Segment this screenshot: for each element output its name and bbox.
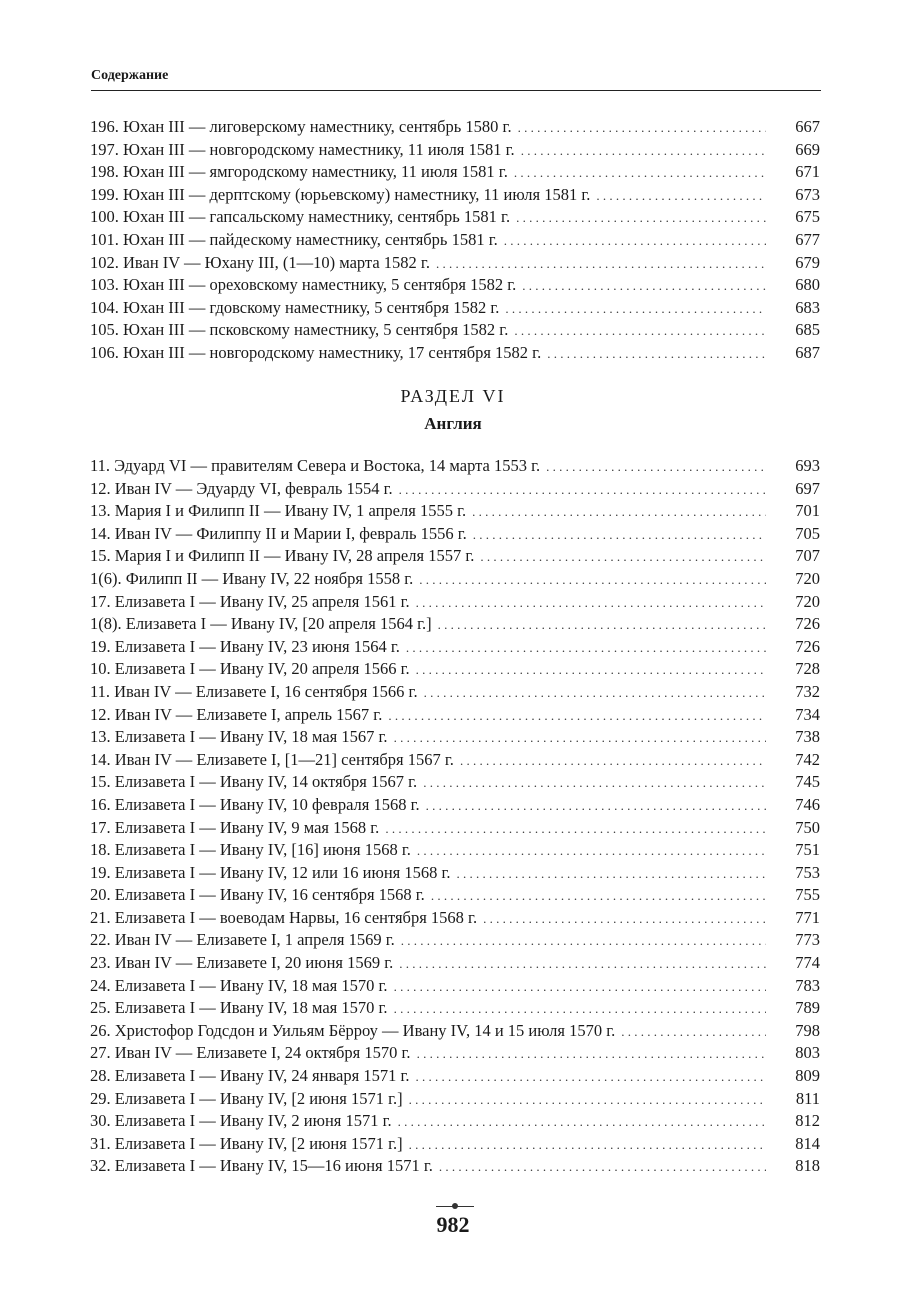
dot-leader bbox=[385, 818, 766, 840]
dot-leader bbox=[522, 275, 766, 297]
toc-entry-title: 29. Елизавета I — Ивану IV, [2 июня 1571 г.] bbox=[90, 1088, 403, 1108]
toc-entry-page: 750 bbox=[795, 817, 820, 837]
toc-entry-title: 105. Юхан III — псковскому наместнику, 5 сентября 1582 г. bbox=[90, 320, 509, 340]
toc-entry-page: 679 bbox=[795, 252, 820, 272]
running-head: Содержание bbox=[91, 68, 821, 91]
toc-entry-title: 12. Иван IV — Елизавете I, апрель 1567 г. bbox=[90, 704, 383, 724]
toc-entry bbox=[90, 297, 820, 320]
dot-leader bbox=[547, 343, 766, 365]
toc-entry-page: 728 bbox=[795, 659, 820, 679]
toc-entry bbox=[90, 1088, 820, 1111]
toc-entry-title: 13. Елизавета I — Ивану IV, 18 мая 1567 г. bbox=[90, 727, 388, 747]
dot-leader bbox=[394, 976, 766, 998]
toc-entry-title: 18. Елизавета I — Ивану IV, [16] июня 1568 г. bbox=[90, 840, 411, 860]
toc-entry bbox=[90, 523, 820, 546]
toc-entry-page: 669 bbox=[795, 139, 820, 159]
dot-leader bbox=[409, 1089, 766, 1111]
toc-entry-page: 798 bbox=[795, 1020, 820, 1040]
dot-leader bbox=[394, 727, 766, 749]
toc-entry-page: 818 bbox=[795, 1156, 820, 1176]
dot-leader bbox=[388, 705, 766, 727]
toc-entry-title: 199. Юхан III — дерптскому (юрьевскому) наместнику, 11 июля 1581 г. bbox=[90, 184, 591, 204]
toc-entry-title: 16. Елизавета I — Ивану IV, 10 февраля 1568 г. bbox=[90, 794, 420, 814]
toc-entry-page: 693 bbox=[795, 456, 820, 475]
toc-entry bbox=[90, 568, 820, 591]
toc-entry-page: 755 bbox=[795, 885, 820, 905]
toc-entry-page: 814 bbox=[795, 1133, 820, 1153]
dot-leader bbox=[394, 998, 766, 1020]
toc-entry bbox=[90, 1065, 820, 1088]
dot-leader bbox=[424, 682, 766, 704]
dot-leader bbox=[521, 140, 766, 162]
toc-entry-page: 753 bbox=[795, 862, 820, 882]
toc-entry-page: 680 bbox=[795, 275, 820, 295]
toc-entry-title: 197. Юхан III — новгородскому наместнику, 11 июля 1581 г. bbox=[90, 139, 515, 159]
toc-entry-page: 720 bbox=[795, 591, 820, 611]
toc-entry-title: 26. Христофор Годсдон и Уильям Бёрроу — Ивану IV, 14 и 15 июля 1570 г. bbox=[90, 1020, 616, 1040]
toc-entry bbox=[90, 139, 820, 162]
toc-entry bbox=[90, 229, 820, 252]
toc-entry-title: 21. Елизавета I — воеводам Нарвы, 16 сентября 1568 г. bbox=[90, 907, 478, 927]
dot-leader bbox=[439, 1156, 766, 1178]
dot-leader bbox=[423, 772, 766, 794]
toc-entry-title: 17. Елизавета I — Ивану IV, 9 мая 1568 г. bbox=[90, 817, 380, 837]
toc-entry-title: 100. Юхан III — гапсальскому наместнику, сентябрь 1581 г. bbox=[90, 207, 511, 227]
toc-entry bbox=[90, 704, 820, 727]
toc-entry-page: 687 bbox=[795, 342, 820, 362]
dot-leader bbox=[457, 863, 766, 885]
toc-entry-page: 726 bbox=[795, 614, 820, 634]
dot-leader bbox=[483, 908, 766, 930]
toc-entry bbox=[90, 1133, 820, 1156]
toc-entry bbox=[90, 975, 820, 998]
toc-entry-page: 667 bbox=[795, 117, 820, 136]
toc-entry-title: 20. Елизавета I — Ивану IV, 16 сентября 1568 г. bbox=[90, 885, 425, 905]
toc-entry bbox=[90, 839, 820, 862]
dot-leader bbox=[516, 207, 766, 229]
toc-entry-page: 673 bbox=[795, 184, 820, 204]
toc-entry bbox=[90, 929, 820, 952]
toc-entry-title: 31. Елизавета I — Ивану IV, [2 июня 1571 г.] bbox=[90, 1133, 403, 1153]
toc-entry-page: 812 bbox=[795, 1111, 820, 1131]
toc-entry-page: 671 bbox=[795, 162, 820, 182]
dot-leader bbox=[518, 117, 766, 139]
toc-entry bbox=[90, 884, 820, 907]
toc-entry-title: 10. Елизавета I — Ивану IV, 20 апреля 1566 г. bbox=[90, 659, 410, 679]
toc-entry-title: 22. Иван IV — Елизавете I, 1 апреля 1569 г. bbox=[90, 930, 395, 950]
dot-leader bbox=[438, 614, 766, 636]
dot-leader bbox=[480, 546, 766, 568]
dot-leader bbox=[399, 953, 766, 975]
dot-leader bbox=[409, 1134, 766, 1156]
toc-entry-title: 103. Юхан III — ореховскому наместнику, 5 сентября 1582 г. bbox=[90, 275, 517, 295]
toc-entry-title: 196. Юхан III — лиговерскому наместнику, сентябрь 1580 г. bbox=[90, 117, 512, 136]
dot-leader bbox=[406, 637, 766, 659]
toc-entry bbox=[90, 907, 820, 930]
toc-entry-title: 14. Иван IV — Елизавете I, [1—21] сентября 1567 г. bbox=[90, 749, 454, 769]
dot-leader bbox=[431, 885, 766, 907]
toc-entry-title: 11. Иван IV — Елизавете I, 16 сентября 1566 г. bbox=[90, 681, 418, 701]
toc-entry bbox=[90, 342, 820, 365]
toc-entry-title: 30. Елизавета I — Ивану IV, 2 июня 1571 г. bbox=[90, 1111, 392, 1131]
toc-entry-page: 675 bbox=[795, 207, 820, 227]
toc-entry-page: 751 bbox=[795, 840, 820, 860]
toc-entry bbox=[90, 681, 820, 704]
toc-entry-title: 32. Елизавета I — Ивану IV, 15—16 июня 1571 г. bbox=[90, 1156, 433, 1176]
dot-leader bbox=[398, 1111, 766, 1133]
toc-entry-page: 773 bbox=[795, 930, 820, 950]
toc-entry-title: 17. Елизавета I — Ивану IV, 25 апреля 1561 г. bbox=[90, 591, 410, 611]
page-number: 982 bbox=[436, 1212, 470, 1237]
toc-entry bbox=[90, 116, 820, 139]
toc-entry-page: 705 bbox=[795, 523, 820, 543]
dot-leader bbox=[473, 524, 766, 546]
footer-ornament-icon bbox=[452, 1203, 458, 1209]
toc-entry-title: 28. Елизавета I — Ивану IV, 24 января 1571 г. bbox=[90, 1066, 410, 1086]
toc-entry-page: 720 bbox=[795, 568, 820, 588]
toc-entry-title: 25. Елизавета I — Ивану IV, 18 мая 1570 г. bbox=[90, 998, 388, 1018]
toc-entry-page: 685 bbox=[795, 320, 820, 340]
dot-leader bbox=[416, 659, 766, 681]
toc-entry bbox=[90, 862, 820, 885]
toc-entry-page: 726 bbox=[795, 636, 820, 656]
dot-leader bbox=[415, 1066, 766, 1088]
toc-entry bbox=[90, 252, 820, 275]
dot-leader bbox=[460, 750, 766, 772]
toc-entry bbox=[90, 545, 820, 568]
dot-leader bbox=[505, 298, 766, 320]
toc-entry bbox=[90, 1020, 820, 1043]
toc-entry-title: 1(6). Филипп II — Ивану IV, 22 ноября 1558 г. bbox=[90, 568, 414, 588]
toc-entry bbox=[90, 1155, 820, 1178]
toc-entry-title: 11. Эдуард VI — правителям Севера и Востока, 14 марта 1553 г. bbox=[90, 456, 541, 475]
dot-leader bbox=[514, 320, 766, 342]
dot-leader bbox=[417, 1043, 766, 1065]
toc-entry bbox=[90, 771, 820, 794]
toc-entry-page: 746 bbox=[795, 794, 820, 814]
toc-entry-page: 697 bbox=[795, 478, 820, 498]
toc-entry-page: 742 bbox=[795, 749, 820, 769]
toc-entry-page: 803 bbox=[795, 1043, 820, 1063]
toc-entry bbox=[90, 206, 820, 229]
toc-entry-title: 19. Елизавета I — Ивану IV, 23 июня 1564 г. bbox=[90, 636, 400, 656]
toc-entry-page: 783 bbox=[795, 975, 820, 995]
toc-entry-title: 104. Юхан III — гдовскому наместнику, 5 сентября 1582 г. bbox=[90, 297, 500, 317]
toc-entry bbox=[90, 455, 820, 478]
dot-leader bbox=[436, 253, 766, 275]
toc-entry-title: 198. Юхан III — ямгородскому наместнику, 11 июля 1581 г. bbox=[90, 162, 508, 182]
toc-entry bbox=[90, 794, 820, 817]
toc-entry bbox=[90, 274, 820, 297]
dot-leader bbox=[546, 456, 766, 478]
toc-entry bbox=[90, 749, 820, 772]
toc-entry-page: 745 bbox=[795, 772, 820, 792]
toc-entry-page: 677 bbox=[795, 229, 820, 249]
toc-entry bbox=[90, 319, 820, 342]
dot-leader bbox=[504, 230, 766, 252]
toc-entry-page: 734 bbox=[795, 704, 820, 724]
dot-leader bbox=[416, 592, 766, 614]
toc-entry bbox=[90, 726, 820, 749]
dot-leader bbox=[472, 501, 766, 523]
toc-entry bbox=[90, 658, 820, 681]
toc-entry-title: 15. Елизавета I — Ивану IV, 14 октября 1567 г. bbox=[90, 772, 418, 792]
toc-entry bbox=[90, 1042, 820, 1065]
toc-entry bbox=[90, 478, 820, 501]
dot-leader bbox=[401, 930, 766, 952]
toc-entry-title: 24. Елизавета I — Ивану IV, 18 мая 1570 г. bbox=[90, 975, 388, 995]
section-title: РАЗДЕЛ VI bbox=[400, 386, 506, 406]
toc-entry-title: 1(8). Елизавета I — Ивану IV, [20 апреля 1564 г.] bbox=[90, 614, 432, 634]
toc-entry-page: 683 bbox=[795, 297, 820, 317]
toc-entry bbox=[90, 817, 820, 840]
toc-entry bbox=[90, 591, 820, 614]
dot-leader bbox=[514, 162, 766, 184]
dot-leader bbox=[596, 185, 766, 207]
toc-entry-title: 23. Иван IV — Елизавете I, 20 июня 1569 г. bbox=[90, 953, 394, 973]
toc-entry bbox=[90, 952, 820, 975]
toc-entry bbox=[90, 184, 820, 207]
toc-entry-page: 707 bbox=[795, 546, 820, 566]
toc-entry-page: 732 bbox=[795, 681, 820, 701]
dot-leader bbox=[419, 569, 766, 591]
toc-entry-page: 701 bbox=[795, 501, 820, 521]
dot-leader bbox=[399, 479, 766, 501]
toc-list-before bbox=[90, 116, 820, 365]
toc-entry bbox=[90, 997, 820, 1020]
toc-list-after bbox=[90, 455, 820, 1178]
dot-leader bbox=[621, 1021, 766, 1043]
toc-entry-title: 14. Иван IV — Филиппу II и Марии I, февраль 1556 г. bbox=[90, 523, 467, 543]
dot-leader bbox=[426, 795, 766, 817]
section-subtitle: Англия bbox=[424, 414, 482, 433]
toc-entry-title: 106. Юхан III — новгородскому наместнику, 17 сентября 1582 г. bbox=[90, 342, 542, 362]
toc-entry-page: 738 bbox=[795, 727, 820, 747]
toc-entry-title: 13. Мария I и Филипп II — Ивану IV, 1 апреля 1555 г. bbox=[90, 501, 467, 521]
toc-entry bbox=[90, 1110, 820, 1133]
toc-entry bbox=[90, 500, 820, 523]
dot-leader bbox=[417, 840, 766, 862]
toc-entry-page: 811 bbox=[795, 1088, 820, 1108]
toc-entry-title: 102. Иван IV — Юхану III, (1—10) марта 1582 г. bbox=[90, 252, 430, 272]
toc-entry-page: 809 bbox=[795, 1066, 820, 1086]
toc-entry-title: 27. Иван IV — Елизавете I, 24 октября 1570 г. bbox=[90, 1043, 411, 1063]
toc-entry-title: 101. Юхан III — пайдескому наместнику, сентябрь 1581 г. bbox=[90, 229, 498, 249]
toc-entry-page: 774 bbox=[795, 953, 820, 973]
toc-entry bbox=[90, 636, 820, 659]
toc-entry-title: 19. Елизавета I — Ивану IV, 12 или 16 июня 1568 г. bbox=[90, 862, 451, 882]
toc-entry bbox=[90, 161, 820, 184]
toc-entry-page: 771 bbox=[795, 907, 820, 927]
toc-entry-title: 15. Мария I и Филипп II — Ивану IV, 28 апреля 1557 г. bbox=[90, 546, 475, 566]
toc-entry bbox=[90, 613, 820, 636]
toc-entry-title: 12. Иван IV — Эдуарду VI, февраль 1554 г. bbox=[90, 478, 393, 498]
toc-entry-page: 789 bbox=[795, 998, 820, 1018]
